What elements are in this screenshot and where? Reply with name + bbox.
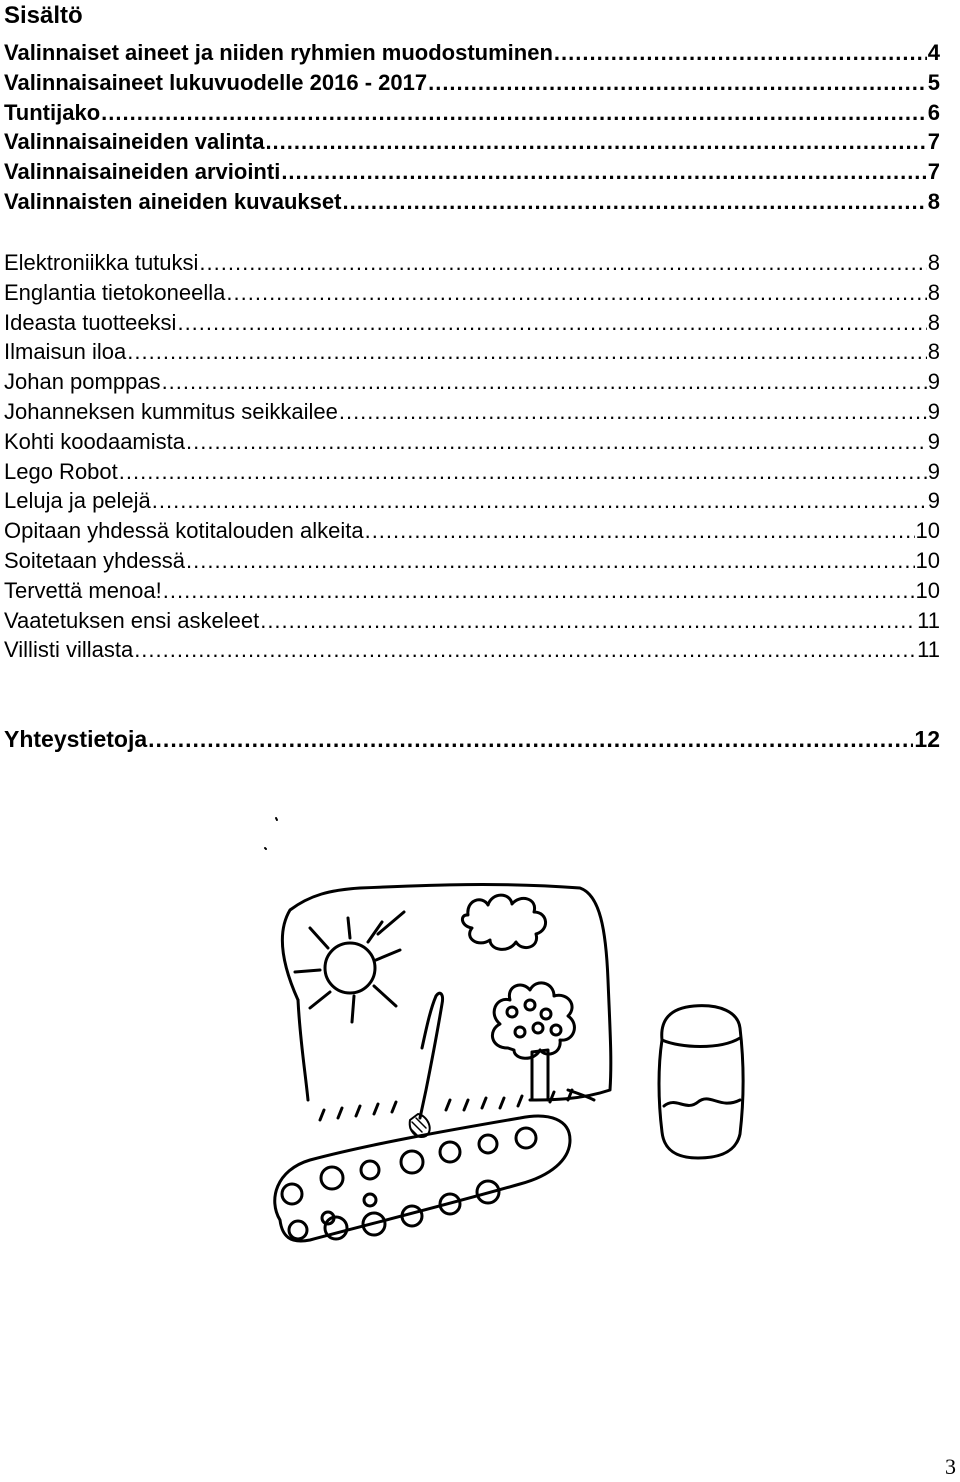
toc-leader-dots xyxy=(342,189,926,215)
toc-leader-dots xyxy=(152,488,927,514)
toc-entry[interactable] xyxy=(4,608,940,638)
toc-entry-title: Valinnaiset aineet ja niiden ryhmien muodostuminen xyxy=(4,40,553,65)
page-number: 3 xyxy=(945,1454,956,1479)
toc-entry-page: 8 xyxy=(927,339,940,365)
toc-entry-page: 7 xyxy=(927,159,940,185)
toc-entry[interactable] xyxy=(4,250,940,280)
toc-entry-title: Opitaan yhdessä kotitalouden alkeita xyxy=(4,518,364,544)
toc-entry-page: 10 xyxy=(915,518,940,544)
toc-entry-page: 9 xyxy=(927,398,940,424)
toc-leader-dots xyxy=(163,578,915,604)
toc-entry-page: 12 xyxy=(914,726,940,752)
toc-leader-dots xyxy=(134,637,916,663)
toc-entry-page: 8 xyxy=(927,188,940,214)
toc-entry-page: 8 xyxy=(927,250,940,275)
toc-entry-page: 9 xyxy=(927,369,940,395)
toc-leader-dots xyxy=(226,280,926,306)
toc-entry-page: 5 xyxy=(927,69,940,95)
toc-entry-title: Valinnaisten aineiden kuvaukset xyxy=(4,188,342,214)
toc-entry-title: Ideasta tuotteeksi xyxy=(4,309,177,335)
toc-entry-title: Johanneksen kummitus seikkailee xyxy=(4,398,338,424)
toc-main-section xyxy=(4,40,940,219)
toc-entry-page: 11 xyxy=(917,637,940,663)
toc-entry[interactable] xyxy=(4,399,940,429)
toc-leader-dots xyxy=(199,250,926,276)
toc-entry[interactable] xyxy=(4,129,940,159)
toc-leader-dots xyxy=(186,429,927,455)
toc-leader-dots xyxy=(281,159,926,185)
toc-entry-page: 10 xyxy=(915,547,940,573)
toc-leader-dots xyxy=(177,310,926,336)
toc-entry[interactable] xyxy=(4,280,940,310)
toc-entry-title: Leluja ja pelejä xyxy=(4,488,151,514)
toc-entry-page: 9 xyxy=(927,458,940,484)
toc-leader-dots xyxy=(265,129,926,155)
toc-entry-title: Lego Robot xyxy=(4,458,118,484)
toc-entry[interactable] xyxy=(4,40,940,70)
toc-entry[interactable] xyxy=(4,159,940,189)
toc-leader-dots xyxy=(365,518,915,544)
toc-leader-dots xyxy=(148,726,913,753)
toc-contact-section xyxy=(4,726,940,756)
toc-entry-page: 7 xyxy=(927,129,940,155)
toc-entry-title: Valinnaisaineiden arviointi xyxy=(4,159,281,185)
toc-leader-dots xyxy=(260,608,916,634)
toc-entry[interactable] xyxy=(4,429,940,459)
toc-entry[interactable] xyxy=(4,726,940,756)
toc-entry[interactable] xyxy=(4,548,940,578)
toc-entry-title: Valinnaisaineiden valinta xyxy=(4,129,265,155)
toc-entry-page: 6 xyxy=(927,99,940,125)
toc-entry-title: Englantia tietokoneella xyxy=(4,279,226,305)
toc-entry[interactable] xyxy=(4,100,940,130)
toc-entry[interactable] xyxy=(4,70,940,100)
toc-leader-dots xyxy=(127,339,926,365)
toc-entry-page: 9 xyxy=(927,428,940,454)
toc-entry[interactable] xyxy=(4,637,940,667)
toc-entry[interactable] xyxy=(4,578,940,608)
toc-entry-title: Yhteystietoja xyxy=(4,726,148,752)
toc-entry[interactable] xyxy=(4,518,940,548)
toc-entry[interactable] xyxy=(4,369,940,399)
toc-leader-dots xyxy=(162,369,927,395)
toc-entry[interactable] xyxy=(4,310,940,340)
toc-entry-page: 10 xyxy=(915,577,940,603)
toc-leader-dots xyxy=(428,70,927,96)
toc-entry-page: 8 xyxy=(927,309,940,335)
toc-entry-title: Valinnaisaineet lukuvuodelle 2016 - 2017 xyxy=(4,69,428,95)
toc-entry[interactable] xyxy=(4,459,940,489)
toc-entry-title: Villisti villasta xyxy=(4,637,134,663)
toc-entry-title: Kohti koodaamista xyxy=(4,428,185,454)
children-drawing-illustration xyxy=(250,800,780,1280)
toc-entry-page: 9 xyxy=(927,488,940,514)
toc-entry[interactable] xyxy=(4,488,940,518)
toc-entry-page: 4 xyxy=(927,40,940,65)
toc-leader-dots xyxy=(554,40,927,66)
toc-entry-title: Tervettä menoa! xyxy=(4,577,162,603)
toc-entry-title: Ilmaisun iloa xyxy=(4,339,127,365)
toc-entry[interactable] xyxy=(4,339,940,369)
toc-entry-page: 8 xyxy=(927,279,940,305)
toc-leader-dots xyxy=(339,399,927,425)
toc-entry-title: Johan pomppas xyxy=(4,369,161,395)
toc-entry-title: Elektroniikka tutuksi xyxy=(4,250,199,275)
toc-entry-title: Soitetaan yhdessä xyxy=(4,547,186,573)
toc-subsection xyxy=(4,250,940,667)
toc-entry[interactable] xyxy=(4,189,940,219)
toc-leader-dots xyxy=(101,100,927,126)
toc-leader-dots xyxy=(119,459,927,485)
toc-heading: Sisältö xyxy=(4,2,83,29)
toc-entry-title: Vaatetuksen ensi askeleet xyxy=(4,607,260,633)
toc-leader-dots xyxy=(186,548,914,574)
toc-entry-page: 11 xyxy=(917,607,940,633)
toc-entry-title: Tuntijako xyxy=(4,99,101,125)
